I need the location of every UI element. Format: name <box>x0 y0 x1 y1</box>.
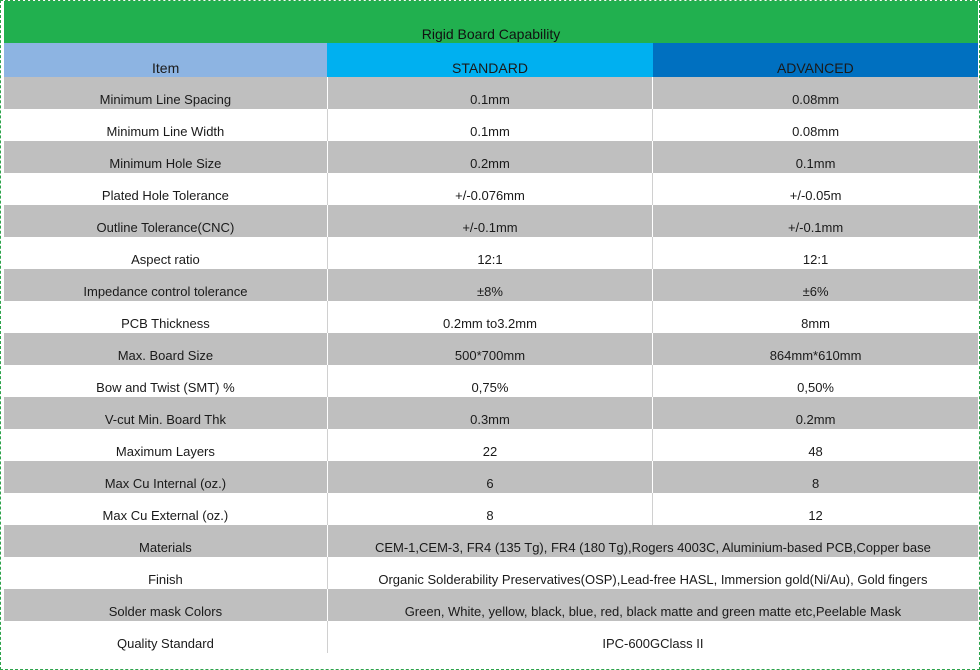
table-row <box>4 141 978 173</box>
cell-item: Plated Hole Tolerance <box>4 173 327 205</box>
cell-advanced: 0.08mm <box>653 77 978 109</box>
cell-merged-value: Organic Solderability Preservatives(OSP),Lead-free HASL, Immersion gold(Ni/Au), Gold fingers <box>327 557 978 589</box>
cell-standard: +/-0.1mm <box>327 205 652 237</box>
cell-standard: 8 <box>327 493 652 525</box>
cell-standard: 0,75% <box>327 365 652 397</box>
cell-standard: 500*700mm <box>327 333 652 365</box>
cell-merged-value: IPC-600GClass II <box>327 621 978 653</box>
table-row <box>4 237 978 269</box>
cell-item: Maximum Layers <box>4 429 327 461</box>
table-row <box>4 461 978 493</box>
table-row <box>4 365 978 397</box>
cell-advanced: 864mm*610mm <box>653 333 978 365</box>
cell-item: Finish <box>4 557 327 589</box>
cell-merged-value: Green, White, yellow, black, blue, red, black matte and green matte etc,Peelable Mask <box>327 589 978 621</box>
cell-advanced: 0.08mm <box>653 109 978 141</box>
table-row <box>4 205 978 237</box>
cell-item: Bow and Twist (SMT) % <box>4 365 327 397</box>
cell-item: Max Cu External (oz.) <box>4 493 327 525</box>
cell-advanced: +/-0.1mm <box>653 205 978 237</box>
cell-item: Max. Board Size <box>4 333 327 365</box>
cell-advanced: 8mm <box>653 301 978 333</box>
header-item: Item <box>4 43 327 77</box>
cell-standard: 0.2mm <box>327 141 652 173</box>
cell-item: Solder mask Colors <box>4 589 327 621</box>
cell-item: PCB Thickness <box>4 301 327 333</box>
table-row <box>4 493 978 525</box>
table-row <box>4 589 978 621</box>
table-row <box>4 269 978 301</box>
cell-advanced: ±6% <box>653 269 978 301</box>
cell-advanced: 0,50% <box>653 365 978 397</box>
cell-item: Minimum Hole Size <box>4 141 327 173</box>
header-standard: STANDARD <box>327 43 652 77</box>
cell-item: Materials <box>4 525 327 557</box>
table-row <box>4 429 978 461</box>
table-row <box>4 557 978 589</box>
table-row <box>4 301 978 333</box>
cell-item: Quality Standard <box>4 621 327 653</box>
table-row <box>4 333 978 365</box>
cell-advanced: +/-0.05m <box>653 173 978 205</box>
table-row <box>4 77 978 109</box>
cell-advanced: 48 <box>653 429 978 461</box>
header-row <box>4 43 978 77</box>
cell-standard: 0.1mm <box>327 109 652 141</box>
cell-item: Aspect ratio <box>4 237 327 269</box>
cell-standard: 6 <box>327 461 652 493</box>
cell-item: V-cut Min. Board Thk <box>4 397 327 429</box>
cell-item: Max Cu Internal (oz.) <box>4 461 327 493</box>
cell-advanced: 0.1mm <box>653 141 978 173</box>
cell-advanced: 12:1 <box>653 237 978 269</box>
capability-table <box>4 1 978 653</box>
cell-advanced: 12 <box>653 493 978 525</box>
cell-standard: 22 <box>327 429 652 461</box>
cell-merged-value: CEM-1,CEM-3, FR4 (135 Tg), FR4 (180 Tg),Rogers 4003C, Aluminium-based PCB,Copper base <box>327 525 978 557</box>
cell-standard: ±8% <box>327 269 652 301</box>
table-row <box>4 109 978 141</box>
table-row <box>4 621 978 653</box>
cell-item: Outline Tolerance(CNC) <box>4 205 327 237</box>
cell-standard: 0.2mm to3.2mm <box>327 301 652 333</box>
table-row <box>4 525 978 557</box>
table-row <box>4 397 978 429</box>
cell-standard: 0.3mm <box>327 397 652 429</box>
cell-item: Impedance control tolerance <box>4 269 327 301</box>
title-row <box>4 1 978 43</box>
header-advanced: ADVANCED <box>653 43 978 77</box>
cell-standard: +/-0.076mm <box>327 173 652 205</box>
cell-standard: 12:1 <box>327 237 652 269</box>
cell-item: Minimum Line Width <box>4 109 327 141</box>
cell-advanced: 8 <box>653 461 978 493</box>
cell-standard: 0.1mm <box>327 77 652 109</box>
table-title: Rigid Board Capability <box>4 1 978 43</box>
table-row <box>4 173 978 205</box>
cell-item: Minimum Line Spacing <box>4 77 327 109</box>
cell-advanced: 0.2mm <box>653 397 978 429</box>
